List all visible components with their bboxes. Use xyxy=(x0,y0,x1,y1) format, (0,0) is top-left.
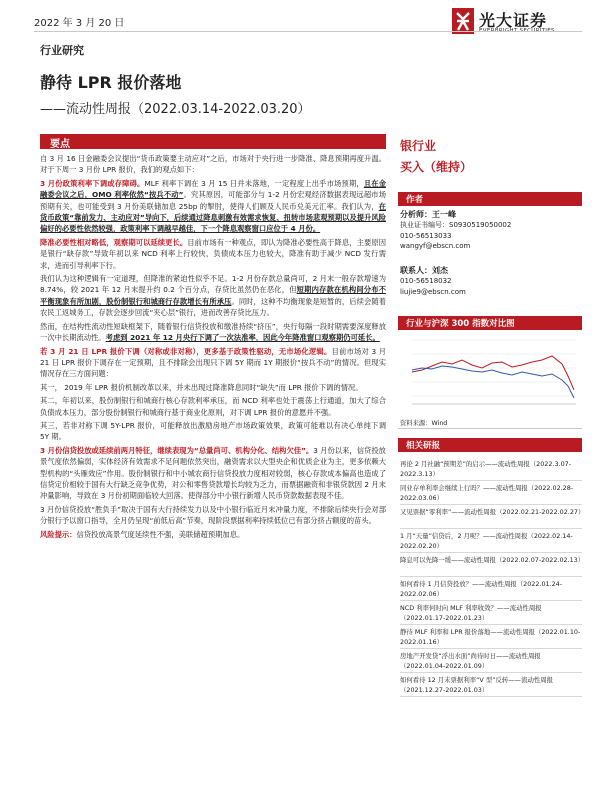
paragraph-deposits: 我们认为这种逻辑有一定道理，但降准的紧迫性似乎不足。1-2 月份存款总量尚可，2 月末一般存款增速为 8.74%，较 2021 年 12 月末提升约 0.2 个百分点，存贷比虽然仍在恶化，但短期内存款在机构间分布不平衡现象有所加剧，股份制银行和城商行存款增长有所承压。同时，这种不均衡现象是短暂的，后续会随着农民工返城务工，存款会逐步回流“夹心层”银行，进而改善存贷比压力。 xyxy=(40,274,387,318)
paragraph-rrr: 降准必要性相对略低，观察期可以延续更长。目前市场有一种观点，即认为降准必要性高于降息，主要原因是银行“缺存款”导致年初以来 NCD 利率上行较快，负债成本压力也较大，降准有助于减少 NCD 发行需求，进而引导利率下行。 xyxy=(40,237,387,270)
index-comparison-chart xyxy=(398,332,582,415)
list-item[interactable]: 降息可以先降一缓——流动性周报（2022.02.07-2022.02.13） xyxy=(400,553,582,577)
report-body xyxy=(40,153,386,542)
highlight-credit: 3 月份信贷投放或延续前两月特征，继续表现为“总量尚可、机构分化、结构欠佳”。 xyxy=(40,445,314,455)
chart-source: 资料来源：Wind xyxy=(400,420,448,427)
paragraph-risk: 风险提示：信贷投放高景气度延续性不强，美联储超预期加息。 xyxy=(40,529,245,539)
report-category: 行业研究 xyxy=(40,44,84,57)
header-divider xyxy=(34,31,582,32)
report-date: 2022 年 3 月 20 日 xyxy=(34,18,125,29)
author-section-bar xyxy=(398,192,582,206)
paragraph-credit: 3 月份信贷投放或延续前两月特征，继续表现为“总量尚可、机构分化、结构欠佳”。3 月份以来，信贷投放景气度依然偏弱，实体经济有效需求不足问题依然突出，融资需求以大型央企和优质企业为主，更多依赖大型机构的“头雁效应”作用。股份制银行和中小城农商行信贷投放力度相对较弱，核心存款成本偏高也造成了信贷定价相较于国有大行缺乏竞争优势，对公和零售贷款增长均较为乏力，而票据融资和非银贷款因 2 月末冲量影响，导致在 3 月份初期面临较大回落。使得部分中小银行新增人民币贷款数据表现不佳。 xyxy=(40,445,386,501)
summary-section-bar xyxy=(40,134,386,149)
analyst-block xyxy=(400,210,582,252)
report-subtitle: ——流动性周报（2022.03.14-2022.03.20） xyxy=(40,102,311,117)
contact-name: 联系人：刘杰 xyxy=(400,266,448,275)
list-item[interactable]: 又见票据“零利率”——流动性周报（2022.02.21-2022.02.27） xyxy=(400,505,582,529)
research-section-label: 相关研报 xyxy=(406,441,441,451)
research-section-bar xyxy=(398,438,582,452)
related-research-list xyxy=(400,457,585,697)
contact-email[interactable]: liujie9@ebscn.com xyxy=(400,287,466,296)
highlight-rrr: 降准必要性相对略低，观察期可以延续更长。 xyxy=(40,237,188,247)
paragraph-liquidity: 然而，在结构性流动性短缺框架下，随着银行信贷投放和缴准持续“挤压”，央行每隔一段时期需要深度释放一次中长期流动性。考虑到 2021 年 12 月央行下调了一次法准率，因此今年降准窗口观察期仍可延长。 xyxy=(40,321,386,343)
sidebar-industry: 银行业 xyxy=(400,139,437,153)
paragraph-lpr: 若 3 月 21 日 LPR 报价下调（对称或非对称），更多基于政策性驱动，无市场化逻辑。目前市场对 3 月 21 日 LPR 报价下调存在一定预期，且不排除会出现只下调 5Y 期而 1Y 期报价“按兵不动”的情况。但现实情况存在三方面问题： xyxy=(40,346,386,379)
logo-text-cn: 光大证券 xyxy=(479,11,548,30)
list-item[interactable]: NCD 利率何时向 MLF 利率收敛？——流动性周报（2022.01.17-2022.01.23） xyxy=(400,601,582,625)
highlight-lpr: 若 3 月 21 日 LPR 报价下调（对称或非对称），更多基于政策性驱动，无市场化逻辑。 xyxy=(40,346,332,356)
paragraph-issue-3: 其三，若非对称下调 5Y-LPR 报价，可能释放出激励房地产市场政策效果，政策可能难以有决心单纯下调 5Y 期。 xyxy=(40,420,386,442)
highlight-policy-rate: 3 月份政策利率下调或存障碍。 xyxy=(40,178,145,188)
paragraph-issue-2: 其二，年初以来，股份制银行和城商行核心存款利率承压，而 NCD 利率也处于震荡上行通道，加大了综合负债成本压力，部分股份制银行和城商行基于商业化原则，对下调 LPR 报价的意愿并不强。 xyxy=(40,396,386,417)
summary-section-label: 要点 xyxy=(50,139,70,150)
risk-label: 风险提示： xyxy=(40,529,77,539)
list-item[interactable]: 再论 2 月社融“预期差”的启示——流动性周报（2022.3.07-2022.3.13） xyxy=(400,457,582,481)
company-logo xyxy=(452,6,582,40)
sidebar-rating: 买入（维持） xyxy=(400,160,473,174)
list-item[interactable]: 房地产开发贷“浮出水面”尚待时日——流动性周报（2022.01.04-2022.01.09） xyxy=(400,649,582,673)
paragraph-issue-1: 其一， 2019 年 LPR 报价机制改革以来，并未出现过降准降息同时“缺失”而 LPR 报价下调的情况。 xyxy=(40,382,363,392)
list-item[interactable]: 如何看待 1 月信贷投放？——流动性周报（2022.01.24-2022.02.06） xyxy=(400,577,582,601)
analyst-name: 分析师：王一峰 xyxy=(400,210,456,219)
analyst-phone: 010-56513033 xyxy=(400,231,452,240)
report-title: 静待 LPR 报价落地 xyxy=(40,73,182,92)
list-item[interactable]: 同业存单利率会继续上行吗？——流动性周报（2022.02.28-2022.03.06） xyxy=(400,481,582,505)
list-item[interactable]: 1 月“天量”信贷后，2 月呢？——流动性周报（2022.02.14-2022.02.20） xyxy=(400,529,582,553)
chart-divider xyxy=(398,428,582,429)
paragraph-policy-rate: 3 月份政策利率下调或存障碍。MLF 利率下调在 3 月 15 日并未落地，一定程度上出乎市场预期，且在金融委会议之后，OMO 利率依然“按兵不动”。究其原因，可能部分与 1-2 月份宏观经济数据表现远超市场预期有关，也可能受到 3 月份美联储加息 25bp 的掣肘，使得人们顾及人民币兑美元汇率。我们认为，在货币政策“靠前发力、主动应对”导向下，后续通过降息刺激有效需求恢复、扭转市场悲观预期以及提升风险偏好的必要性依然较强，政策利率下调越早越佳，下一个降息观察窗口应位于 4 月份。 xyxy=(40,178,387,234)
contact-block xyxy=(400,266,582,297)
chart-section-bar xyxy=(398,316,582,330)
list-item[interactable]: 如何看待 12 月末票据利率“V 型”反转——流动性周报（2021.12.27-2022.01.03） xyxy=(400,673,582,697)
list-item[interactable]: 静待 MLF 利率和 LPR 报价落地——流动性周报（2022.01.10-2022.01.16） xyxy=(400,625,582,649)
analyst-email[interactable]: wangyf@ebscn.com xyxy=(400,242,471,251)
analyst-cert: 执业证书编号：S0930519050002 xyxy=(400,221,512,230)
paragraph-credit-outlook: 3 月份信贷投放“胜负手”取决于国有大行持续发力以及中小银行临近月末冲量力度，不排除后续央行会对部分银行予以窗口指导，全月仍呈现“前低后高”节奏，现阶段票据利率持续低位已有部分挤占额度的苗头。 xyxy=(40,504,386,526)
contact-phone: 010-56518032 xyxy=(400,277,452,286)
chart-series-bank xyxy=(412,356,574,390)
chart-section-label: 行业与沪深 300 指数对比图 xyxy=(406,319,515,329)
paragraph-intro: 自 3 月 16 日金融委会议提出“货币政策要主动应对”之后，市场对于央行进一步降准、降息预期再度升温。对于下周一 3 月份 LPR 报价，我们的观点如下： xyxy=(40,154,386,175)
author-section-label: 作者 xyxy=(406,195,424,205)
